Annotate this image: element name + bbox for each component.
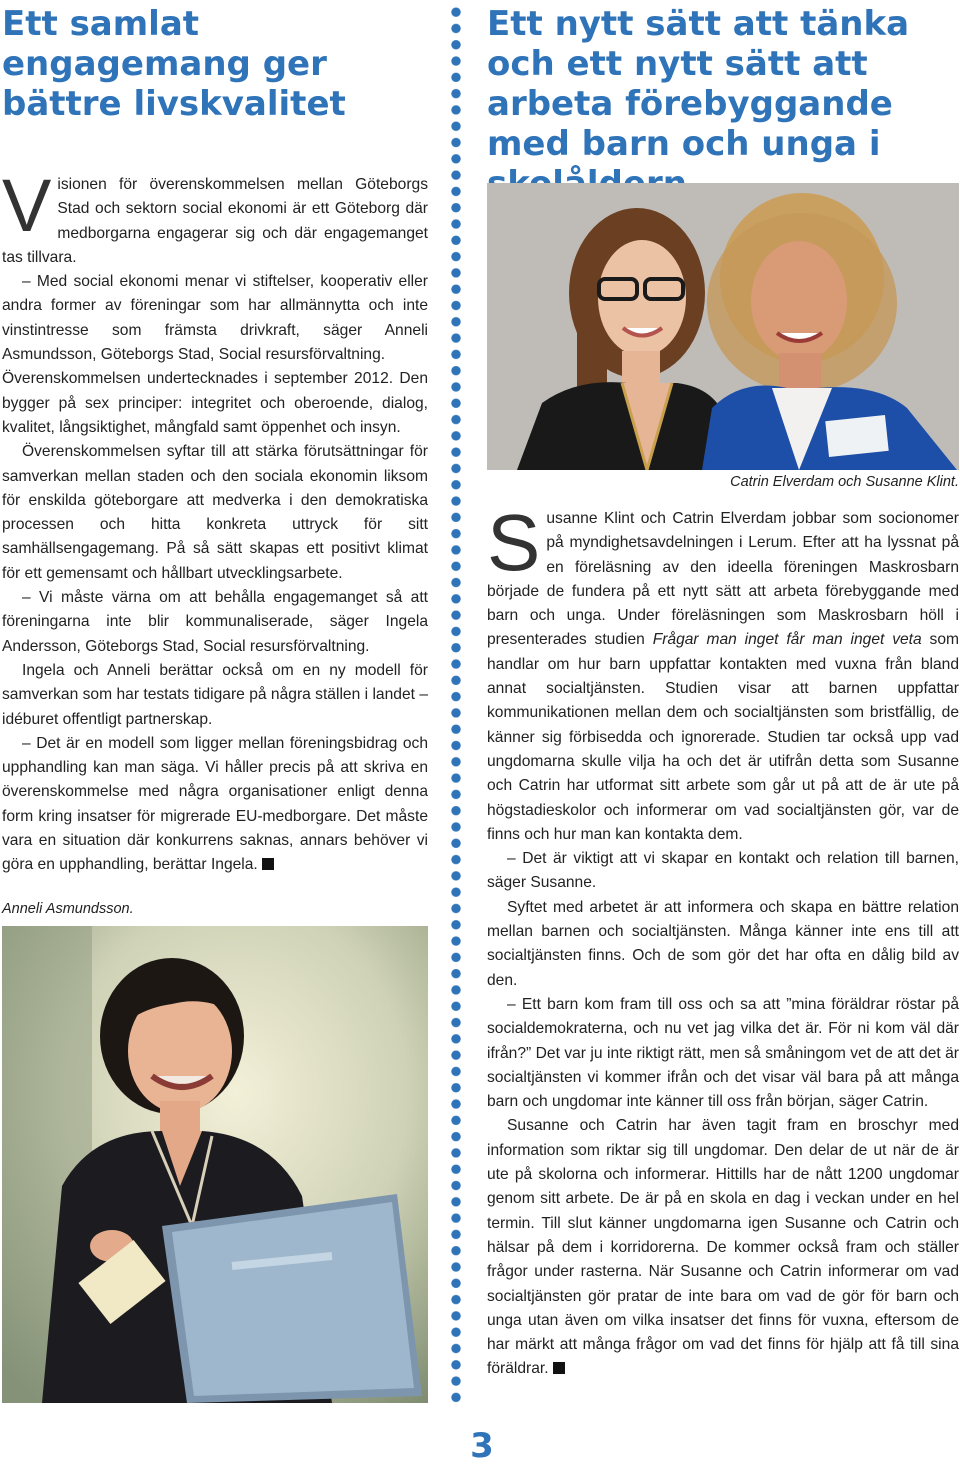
right-article-body (487, 498, 959, 1382)
photo-catrin-and-susanne-illustration (487, 183, 959, 470)
right-paragraph-4: – Ett barn kom fram till oss och sa att ”mina föräldrar röstar på socialdemokraterna, och nu vet jag vilka det är. För ni kom väl där ifrån?” Det var ju inte riktigt rätt, men så småningom vet de att det är socialtjänsten vi kommer ifrån och det visar väl bara på att många barn och ungdomar inte känner till oss från början, säger Catrin. (487, 995, 959, 1111)
page-number: 3 (470, 1426, 494, 1466)
end-of-article-mark (262, 858, 274, 870)
right-paragraph-5 (487, 1114, 959, 1381)
left-photo-caption: Anneli Asmundsson. (2, 901, 134, 917)
right-dropcap: S (487, 498, 541, 587)
photo-catrin-and-susanne (487, 183, 959, 470)
photo-anneli-asmundsson (2, 926, 428, 1403)
end-of-article-mark-right (553, 1362, 565, 1374)
left-article (2, 0, 428, 878)
right-headline: Ett nytt sätt att tänka och ett nytt sätt att arbeta förebyggande med barn och unga i (487, 4, 910, 164)
photo-anneli-asmundsson-illustration (2, 926, 428, 1403)
right-paragraph-2: – Det är viktigt att vi skapar en kontakt och relation till barnen, säger Susanne. (487, 850, 959, 892)
left-paragraph-2: – Med social ekonomi menar vi stiftelser, kooperativ eller andra former av föreningar som har allmännytta och inte vinstintresse som främsta drivkraft, säger Anneli Asmundsson, Göteborgs Stad, Social resursförvaltning. (2, 273, 428, 364)
left-paragraph-5: – Vi måste värna om att behålla engagemanget så att föreningarna inte blir kommunaliserade, säger Ingela Andersson, Göteborgs Stad, Social resursförvaltning. (2, 589, 428, 655)
left-paragraph-6: Ingela och Anneli berättar också om en ny modell för samverkan som har testats tidigare på några ställen i landet – idéburet offentligt partnerskap. (2, 661, 428, 728)
left-paragraph-1 (2, 164, 428, 270)
left-paragraph-4: Överenskommelsen syftar till att stärka förutsättningar för samverkan mellan staden och den sociala ekonomin liksom för enskilda göteborgare att medverka i den demokratiska processen och hitta konkreta uttryck för sitt samhällsengagemang. På så sätt skapas ett positivt klimat för ett gemensamt och hållbart utvecklingsarbete. (2, 443, 428, 582)
left-paragraph-7-text: – Det är en modell som ligger mellan föreningsbidrag och upphandling kan man säga. Vi håller precis på att skriva en överenskommelse med några organisationer enligt denna form kring insatser för migrerade EU-medborgare. Det måste vara en situation där konkurrens saknas, annars behöver vi göra en upphandling, berättar Ingela. (2, 734, 428, 874)
column-divider-dots (449, 4, 463, 1404)
right-article (487, 0, 959, 204)
left-dropcap: V (2, 164, 52, 247)
right-paragraph-1-text: usanne Klint och Catrin Elverdam jobbar som socionomer på myndighetsavdelningen i Lerum. Efter att ha lyssnat på en föreläsning av den ideella föreningen Maskrosbarn började de fundera på ett nytt sätt att arbeta förebyggande med barn och unga. Under föreläsningen som Maskrosbarn höll i presenterades studien (487, 510, 959, 649)
left-headline: Ett samlat engagemang ger bättre livskvalitet (2, 4, 346, 124)
left-paragraph-1-text: isionen för överenskommelsen mellan Göteborgs Stad och sektorn social ekonomi är ett Göteborg där medborgarna engagerar sig och där engagemanget tas tillvara. (2, 176, 428, 266)
study-title: Frågar man inget får man inget veta (652, 631, 922, 649)
right-paragraph-3: Syftet med arbetet är att informera och skapa en bättre relation mellan barnen och socialtjänsten. Många känner inte ens till att socialtjänsten finns. Och de som gör det har ofta en dålig bild av den. (487, 898, 959, 989)
left-paragraph-3: Överenskommelsen undertecknades i september 2012. Den bygger på sex principer: integritet och oberoende, dialog, kvalitet, långsiktighet, mångfald samt öppenhet och insyn. (2, 370, 428, 436)
right-paragraph-1 (487, 498, 959, 847)
right-paragraph-1-rest: som handlar om hur barn uppfattar kontakten med vuxna från bland annat socialtjänsten. Studien visar att barnen uppfattar kommunikationen mellan dem och socialtjänsten som bristfällig, de känner sig förbisedda och ignorerade. Studien tar också upp vad ungdomarna skulle vilja ha och det är utifrån detta som Susanne och Catrin har utformat sitt arbete som går ut på att de är ute på högstadieskolor och informerar om vad socialtjänsten gör, var de finns och hur man kan kontakta dem. (487, 631, 959, 843)
left-article-body (2, 164, 428, 878)
right-paragraph-5-text: Susanne och Catrin har även tagit fram en broschyr med information som riktar sig till ungdomar. Den delar de ut när de är ute på skolorna och informerar. Hittills har de nått 1200 ungdomar genom sitt arbete. De är på en skola en dag i veckan under en hel termin. Till slut känner ungdomarna igen Susanne och Catrin och hälsar på dem i korridorerna. De kommer också fram och ställer frågor under rasterna. När Susanne och Catrin informerar om vad socialtjänsten gör pratar de inte bara om vad de gör för barn och unga utan även om vilka insatser det finns för vuxna, eftersom de har märkt att många frågor om vad det finns för hjälp att få till sina föräldrar. (487, 1117, 959, 1378)
left-paragraph-7 (2, 732, 428, 878)
right-photo-caption: Catrin Elverdam och Susanne Klint. (730, 474, 959, 490)
